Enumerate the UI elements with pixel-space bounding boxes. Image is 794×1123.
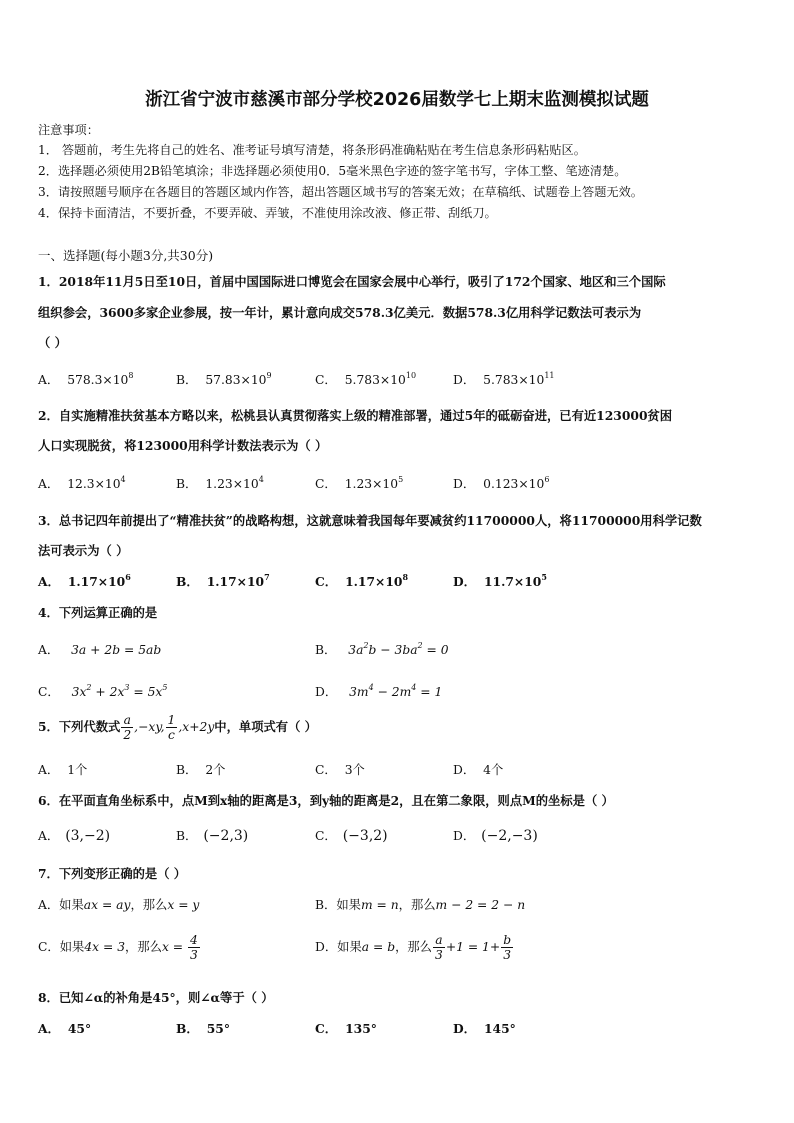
- q3-option-a[interactable]: A． $1.17\times 10^6$: [38, 572, 131, 589]
- q1-option-d[interactable]: D． $5.783\times 10^{11}$: [453, 371, 555, 387]
- q5-option-b[interactable]: B． 2个: [176, 763, 226, 777]
- exam-title: 浙江省宁波市慈溪市部分学校2026届数学七上期末监测模拟试题: [145, 90, 649, 110]
- q6-option-b[interactable]: B． (−2,3): [176, 828, 249, 844]
- q5-option-d[interactable]: D． 4个: [453, 763, 504, 777]
- q7-option-c[interactable]: C．如果4x = 3，那么x = $\frac{4}{3}$: [38, 933, 198, 962]
- notice-item: 3．请按照题号顺序在各题目的答题区域内作答，超出答题区域书写的答案无效；在草稿纸、试题卷上答题无效。: [38, 185, 643, 199]
- q8-option-c[interactable]: C． 135°: [315, 1021, 377, 1036]
- q4-option-c[interactable]: C． $3x^2 + 2x^3 = 5x^5$: [38, 683, 168, 699]
- question-2-line2: 人口实现脱贫，将123000用科学计数法表示为（ ）: [38, 438, 328, 453]
- question-3-line1: 3．总书记四年前提出了“精准扶贫”的战略构想，这就意味着我国每年要减贫约11700000人，将11700000用科学记数: [38, 513, 702, 528]
- section-title: 一、选择题(每小题3分,共30分): [38, 248, 214, 263]
- q2-option-d[interactable]: D． $0.123\times 10^6$: [453, 475, 550, 491]
- question-1-line2: 组织参会，3600多家企业参展，按一年计，累计意向成交578.3亿美元．数据578.3亿用科学记数法可表示为: [38, 305, 642, 320]
- q2-option-c[interactable]: C． $1.23\times 10^5$: [315, 475, 404, 491]
- q4-option-a[interactable]: A． 3a + 2b = 5ab: [38, 643, 162, 657]
- question-1-line3: （ ）: [38, 335, 67, 350]
- q1-option-b[interactable]: B． $57.83\times 10^9$: [176, 371, 272, 387]
- notice-heading: 注意事项：: [38, 123, 99, 137]
- q4-option-b[interactable]: B． $3a^2b - 3ba^2 = 0$: [315, 641, 449, 657]
- fraction-a-over-2: $\frac{a}{2}$: [123, 713, 132, 742]
- q1-option-c[interactable]: C． $5.783\times 10^{10}$: [315, 371, 417, 387]
- q8-option-a[interactable]: A． 45°: [38, 1021, 92, 1036]
- q6-option-d[interactable]: D． (−2,−3): [453, 828, 538, 844]
- q7-option-d[interactable]: D．如果a = b，那么 $\frac{a}{3}$ +1 = 1+ $\frac{b}{3}$: [315, 933, 512, 962]
- q3-option-c[interactable]: C． $1.17\times 10^8$: [315, 572, 409, 589]
- q6-option-c[interactable]: C． (−3,2): [315, 828, 388, 844]
- question-2-line1: 2．自实施精准扶贫基本方略以来，松桃县认真贯彻落实上级的精准部署，通过5年的砥砺奋进，已有近123000贫困: [38, 408, 673, 423]
- q1-option-a[interactable]: A． $578.3\times 10^8$: [38, 371, 134, 387]
- q5-option-c[interactable]: C． 3个: [315, 763, 365, 777]
- q7-option-a[interactable]: A．如果ax = ay，那么x = y: [38, 898, 200, 912]
- question-7-line1: 7．下列变形正确的是（ ）: [38, 866, 187, 881]
- fraction-1-over-c: $\frac{1}{c}$: [167, 713, 176, 742]
- question-5-line1: 5．下列代数式 $\frac{a}{2}$ ,−xy, $\frac{1}{c}$ ,x+2y中，单项式有（ ）: [38, 713, 317, 742]
- q3-option-b[interactable]: B． $1.17\times 10^7$: [176, 572, 270, 589]
- q5-option-a[interactable]: A． 1个: [38, 763, 88, 777]
- question-6-line1: 6．在平面直角坐标系中，点M到x轴的距离是3，到y轴的距离是2，且在第二象限，则点M的坐标是（ ）: [38, 793, 614, 808]
- question-3-line2: 法可表示为（ ）: [38, 543, 129, 558]
- notice-item: 1． 答题前，考生先将自己的姓名、准考证号填写清楚，将条形码准确粘贴在考生信息条形码粘贴区。: [38, 143, 586, 157]
- notice-item: 2．选择题必须使用2B铅笔填涂；非选择题必须使用0．5毫米黑色字迹的签字笔书写，字体工整、笔迹清楚。: [38, 164, 627, 178]
- q2-option-a[interactable]: A． $12.3\times 10^4$: [38, 475, 126, 491]
- notice-item: 4．保持卡面清洁，不要折叠，不要弄破、弄皱，不准使用涂改液、修正带、刮纸刀。: [38, 206, 497, 220]
- q3-option-d[interactable]: D． $11.7\times 10^5$: [453, 572, 547, 589]
- q2-option-b[interactable]: B． $1.23\times 10^4$: [176, 475, 264, 491]
- q8-option-b[interactable]: B． 55°: [176, 1021, 230, 1036]
- q7-option-b[interactable]: B．如果m = n，那么m − 2 = 2 − n: [315, 898, 526, 912]
- question-1-line1: 1．2018年11月5日至10日，首届中国国际进口博览会在国家会展中心举行，吸引了172个国家、地区和三个国际: [38, 274, 666, 289]
- question-4-line1: 4．下列运算正确的是: [38, 605, 158, 620]
- question-8-line1: 8．已知∠α的补角是45°，则∠α等于（ ）: [38, 990, 274, 1005]
- q8-option-d[interactable]: D． 145°: [453, 1021, 516, 1036]
- q6-option-a[interactable]: A． (3,−2): [38, 828, 111, 844]
- q4-option-d[interactable]: D． $3m^4 - 2m^4 = 1$: [315, 683, 443, 699]
